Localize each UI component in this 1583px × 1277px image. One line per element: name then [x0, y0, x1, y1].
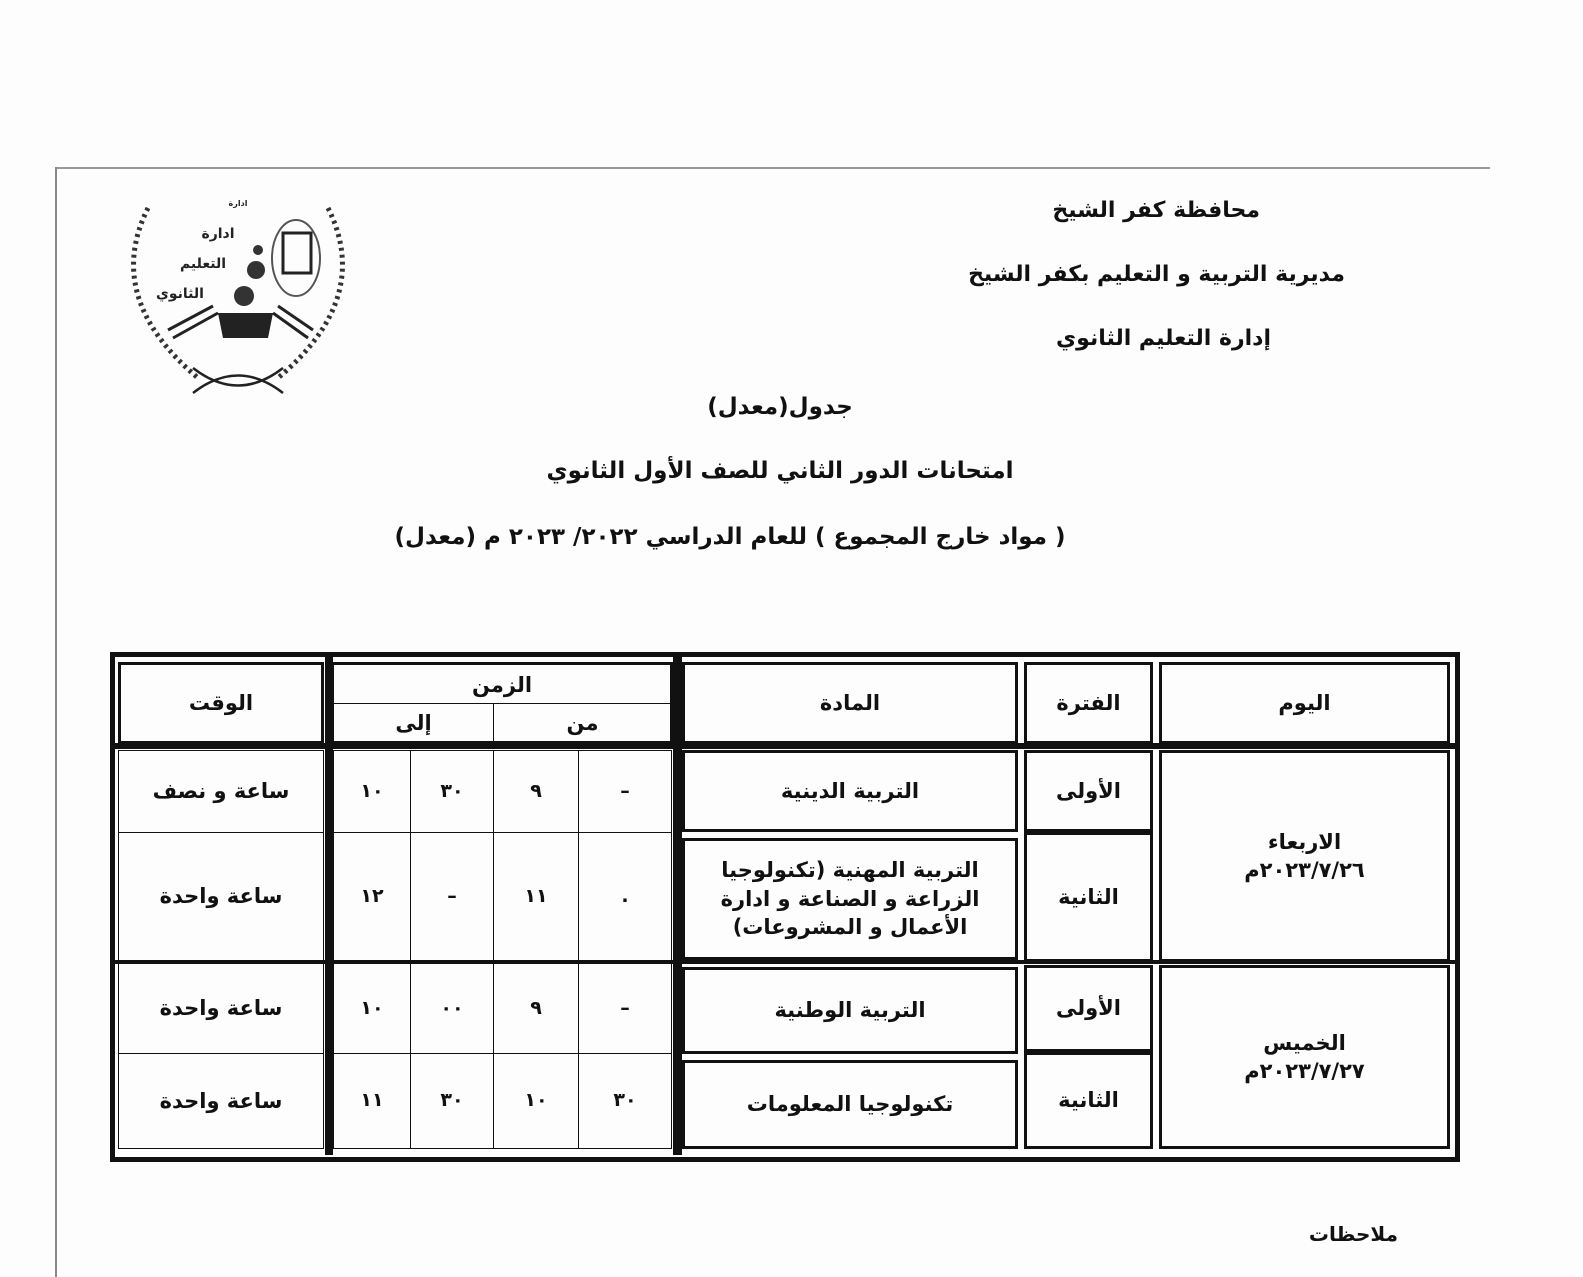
to-hour-cell: ١٠: [333, 750, 411, 833]
header-subject: المادة: [682, 662, 1018, 744]
exam-title: امتحانات الدور الثاني للصف الأول الثانوي: [546, 458, 1014, 484]
day-name: الخميس: [1263, 1030, 1346, 1055]
period-cell: الثانية: [1024, 1052, 1153, 1149]
subject-cell: التربية الوطنية: [682, 967, 1018, 1054]
to-hour-cell: ١١: [333, 1053, 411, 1149]
to-hour-cell: ١٠: [333, 963, 411, 1054]
svg-text:ادارة: ادارة: [201, 226, 235, 242]
period-cell: الأولى: [1024, 965, 1153, 1052]
svg-text:التعليم: التعليم: [179, 256, 227, 272]
administration-label: إدارة التعليم الثانوي: [1055, 326, 1271, 351]
subject-cell: تكنولوجيا المعلومات: [682, 1060, 1018, 1149]
from-hour-cell: ١٠: [493, 1053, 579, 1149]
frame-top-line: [55, 167, 1490, 169]
notes-label: ملاحظات: [1308, 1222, 1398, 1246]
header-day: اليوم: [1159, 662, 1450, 744]
day-name: الاربعاء: [1267, 829, 1342, 854]
from-hour-cell: ٩: [493, 750, 579, 833]
from-hour-cell: ٩: [493, 963, 579, 1054]
day-date: ٢٠٢٣/٧/٢٧م: [1244, 1059, 1365, 1083]
column-separator: [325, 655, 333, 1155]
column-separator: [673, 655, 682, 1155]
to-minute-cell: ٣٠: [410, 750, 494, 833]
subject-cell: التربية الدينية: [682, 750, 1018, 832]
schedule-title: جدول(معدل): [707, 394, 853, 420]
from-minute-cell: –: [578, 963, 672, 1054]
directorate-label: مديرية التربية و التعليم بكفر الشيخ: [968, 262, 1345, 287]
header-to: إلى: [333, 703, 494, 743]
secondary-education-logo: [108, 188, 368, 400]
header-from: من: [493, 703, 672, 743]
duration-cell: ساعة و نصف: [118, 750, 324, 833]
duration-cell: ساعة واحدة: [118, 832, 324, 961]
duration-cell: ساعة واحدة: [118, 963, 324, 1054]
to-minute-cell: ٣٠: [410, 1053, 494, 1149]
day-cell: [1159, 750, 1450, 962]
period-cell: الثانية: [1024, 832, 1153, 962]
header-duration: الوقت: [118, 662, 324, 744]
day-date: ٢٠٢٣/٧/٢٦م: [1244, 858, 1365, 882]
year-subtitle: ( مواد خارج المجموع ) للعام الدراسي ٢٠٢٢/ ٢٠٢٣ م (معدل): [394, 524, 1066, 550]
governorate-label: محافظة كفر الشيخ: [1052, 198, 1260, 223]
to-minute-cell: ٠٠: [410, 963, 494, 1054]
from-hour-cell: ١١: [493, 832, 579, 961]
svg-text:ادارة: ادارة: [228, 199, 248, 208]
from-minute-cell: ٣٠: [578, 1053, 672, 1149]
header-period: الفترة: [1024, 662, 1153, 744]
to-hour-cell: ١٢: [333, 832, 411, 961]
from-minute-cell: –: [578, 750, 672, 833]
from-minute-cell: .: [578, 832, 672, 961]
frame-left-line: [55, 167, 57, 1277]
subject-cell: التربية المهنية (تكنولوجيا الزراعة و الصناعة و ادارة الأعمال و المشروعات): [682, 838, 1018, 960]
header-time: الزمن: [331, 662, 673, 744]
to-minute-cell: –: [410, 832, 494, 961]
day-cell: [1159, 965, 1450, 1149]
period-cell: الأولى: [1024, 750, 1153, 832]
svg-text:الثانوي: الثانوي: [156, 286, 204, 302]
duration-cell: ساعة واحدة: [118, 1053, 324, 1149]
